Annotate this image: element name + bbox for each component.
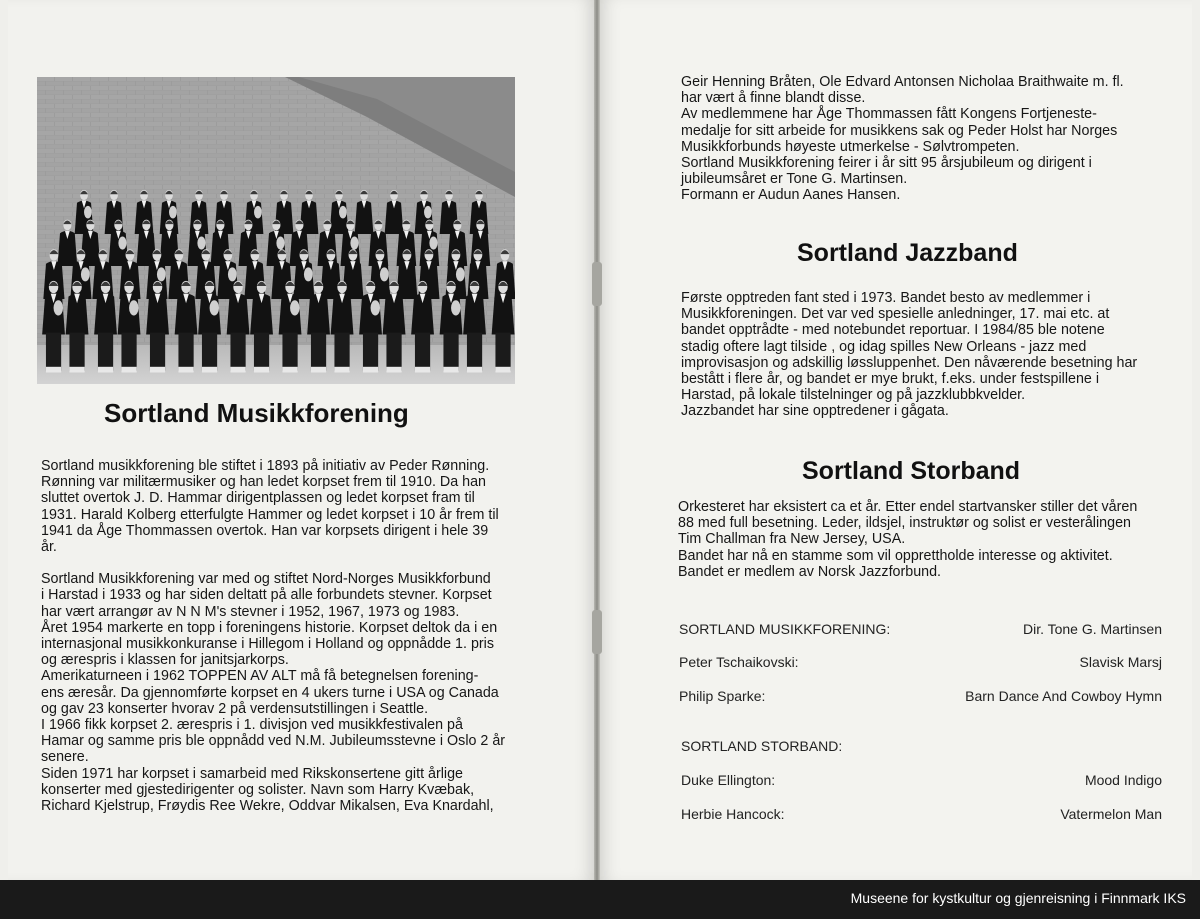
- program-item: [681, 806, 1162, 822]
- band-group-photo: [37, 77, 515, 384]
- musikkforening-continued-text: [681, 74, 1124, 204]
- jazzband-line: Jazzbandet har sine opptredener i gågata.: [681, 403, 949, 420]
- storband-line: Bandet er medlem av Norsk Jazzforbund.: [678, 563, 942, 580]
- program-musikk-header: [679, 621, 1162, 637]
- jazzband-line: Musikkforeningen. Det var ved spesielle anledninger, 17. mai etc. at: [681, 306, 1110, 323]
- storband-line: Tim Challman fra New Jersey, USA.: [678, 531, 906, 548]
- program-composer: Duke Ellington:: [681, 772, 776, 788]
- history-line: og gav 23 konserter hvorav 2 på verdensutstillingen i Seattle.: [41, 700, 429, 717]
- history-line: konserter med gjestedirigenter og solister. Navn som Harry Kvæbak,: [41, 781, 475, 798]
- jazzband-line: Harstad, på lokale tilstelninger og på jazzklubbkvelder.: [681, 387, 1026, 404]
- storband-text: [678, 499, 1137, 580]
- program-work: Barn Dance And Cowboy Hymn: [965, 688, 1162, 704]
- history-line: Rønning var militærmusiker og han ledet korpset frem til 1910. Da han: [41, 474, 486, 491]
- history-line: og ærespris i klassen for janitsjarkorps.: [41, 652, 289, 669]
- history-line: Sortland Musikkforening var med og stiftet Nord-Norges Musikkforbund: [41, 571, 491, 588]
- program-storband-label: SORTLAND STORBAND:: [681, 738, 843, 754]
- paragraph-gap: [41, 555, 505, 571]
- jazzband-line: bestått i flere år, og bandet er mye brukt, f.eks. under festspillene i: [681, 371, 1100, 388]
- musikkforening-history-text: [41, 458, 505, 814]
- history-line: sluttet overtok J. D. Hammar dirigentplassen og ledet korpset fram til: [41, 490, 475, 507]
- storband-line: 88 med full besetning. Leder, ildsjel, instruktør og solist er vesterålingen: [678, 515, 1131, 532]
- history-line: har vært å finne blandt disse.: [681, 90, 866, 107]
- program-item: [679, 654, 1162, 670]
- program-work: Slavisk Marsj: [1079, 654, 1162, 670]
- jazzband-line: Første opptreden fant sted i 1973. Bandet besto av medlemmer i: [681, 290, 1091, 306]
- program-musikk-label: SORTLAND MUSIKKFORENING:: [679, 621, 891, 637]
- program-work: Mood Indigo: [1084, 772, 1162, 788]
- history-line: internasjonal musikkonkuranse i Hillegom i Holland og oppnådde 1. pris: [41, 636, 494, 653]
- jazzband-text: [681, 290, 1137, 420]
- jazzband-line: bandet opptrådte - med notebundet reportuar. I 1984/85 ble notene: [681, 322, 1105, 339]
- history-line: Sortland Musikkforening feirer i år sitt 95 årsjubileum og dirigent i: [681, 155, 1092, 172]
- jazzband-line: stadig oftere lagt tilside , og idag spilles New Orleans - jazz med: [681, 338, 1087, 355]
- history-line: i Harstad i 1933 og har siden deltatt på alle forbundets stevner. Korpset: [41, 587, 492, 604]
- program-composer: Peter Tschaikovski:: [679, 654, 799, 670]
- history-line: I 1966 fikk korpset 2. ærespris i 1. divisjon ved musikkfestivalen på: [41, 717, 463, 734]
- program-composer: Philip Sparke:: [679, 688, 766, 704]
- storband-title: Sortland Storband: [802, 457, 1021, 485]
- staple-bottom: [592, 610, 602, 654]
- booklet-spine: [594, 0, 600, 880]
- history-line: år.: [41, 539, 57, 556]
- program-composer: Herbie Hancock:: [681, 806, 785, 822]
- jazzband-title: Sortland Jazzband: [797, 239, 1018, 267]
- jazzband-line: improvisasjon og adskillig løssluppenhet. Den nåværende besetning har: [681, 354, 1138, 371]
- storband-line: Bandet har nå en stamme som vil opprettholde interesse og aktivitet.: [678, 547, 1113, 564]
- program-item: [681, 772, 1162, 788]
- storband-line: Orkesteret har eksistert ca et år. Etter endel startvansker stiller det våren: [678, 499, 1138, 515]
- program-item: [679, 688, 1162, 704]
- history-line: Musikkforbunds høyeste utmerkelse - Sølvtrompeten.: [681, 138, 1020, 155]
- museum-credit: Museene for kystkultur og gjenreisning i Finnmark IKS: [850, 890, 1186, 906]
- program-work: Vatermelon Man: [1060, 806, 1162, 822]
- history-line: jubileumsåret er Tone G. Martinsen.: [681, 171, 908, 188]
- history-line: 1941 da Åge Thommassen overtok. Han var korpsets dirigent i hele 39: [41, 522, 489, 539]
- history-line: Geir Henning Bråten, Ole Edvard Antonsen Nicholaa Braithwaite m. fl.: [681, 74, 1124, 90]
- history-line: 1931. Harald Kolberg etterfulgte Hammer og ledet korpset i 10 år frem til: [41, 506, 499, 523]
- history-line: medalje for sitt arbeide for musikkens sak og Peder Holst har Norges: [681, 122, 1118, 139]
- history-line: har vært arrangør av N N M's stevner i 1952, 1967, 1973 og 1983.: [41, 603, 460, 620]
- history-line: Året 1954 markerte en topp i foreningens historie. Korpset deltok da i en: [41, 619, 498, 636]
- history-line: senere.: [41, 749, 89, 766]
- program-musikk-conductor: Dir. Tone G. Martinsen: [1022, 621, 1162, 637]
- history-line: Sortland musikkforening ble stiftet i 1893 på initiativ av Peder Rønning.: [41, 458, 490, 474]
- history-line: ens æresår. Da gjennomførte korpset en 4 ukers turne i USA og Canada: [41, 684, 499, 701]
- history-line: Hamar og samme pris ble oppnådd ved N.M. Jubileumsstevne i Oslo 2 år: [41, 733, 506, 750]
- history-line: Amerikaturneen i 1962 TOPPEN AV ALT må få betegnelsen forening-: [41, 668, 479, 685]
- staple-top: [592, 262, 602, 306]
- history-line: Richard Kjelstrup, Frøydis Ree Wekre, Oddvar Mikalsen, Eva Knardahl,: [41, 798, 494, 815]
- history-line: Formann er Audun Aanes Hansen.: [681, 187, 901, 204]
- musikkforening-title: Sortland Musikkforening: [104, 398, 409, 428]
- history-line: Siden 1971 har korpset i samarbeid med Rikskonsertene gitt årlige: [41, 765, 463, 782]
- history-line: Av medlemmene har Åge Thommassen fått Kongens Fortjeneste-: [681, 106, 1097, 123]
